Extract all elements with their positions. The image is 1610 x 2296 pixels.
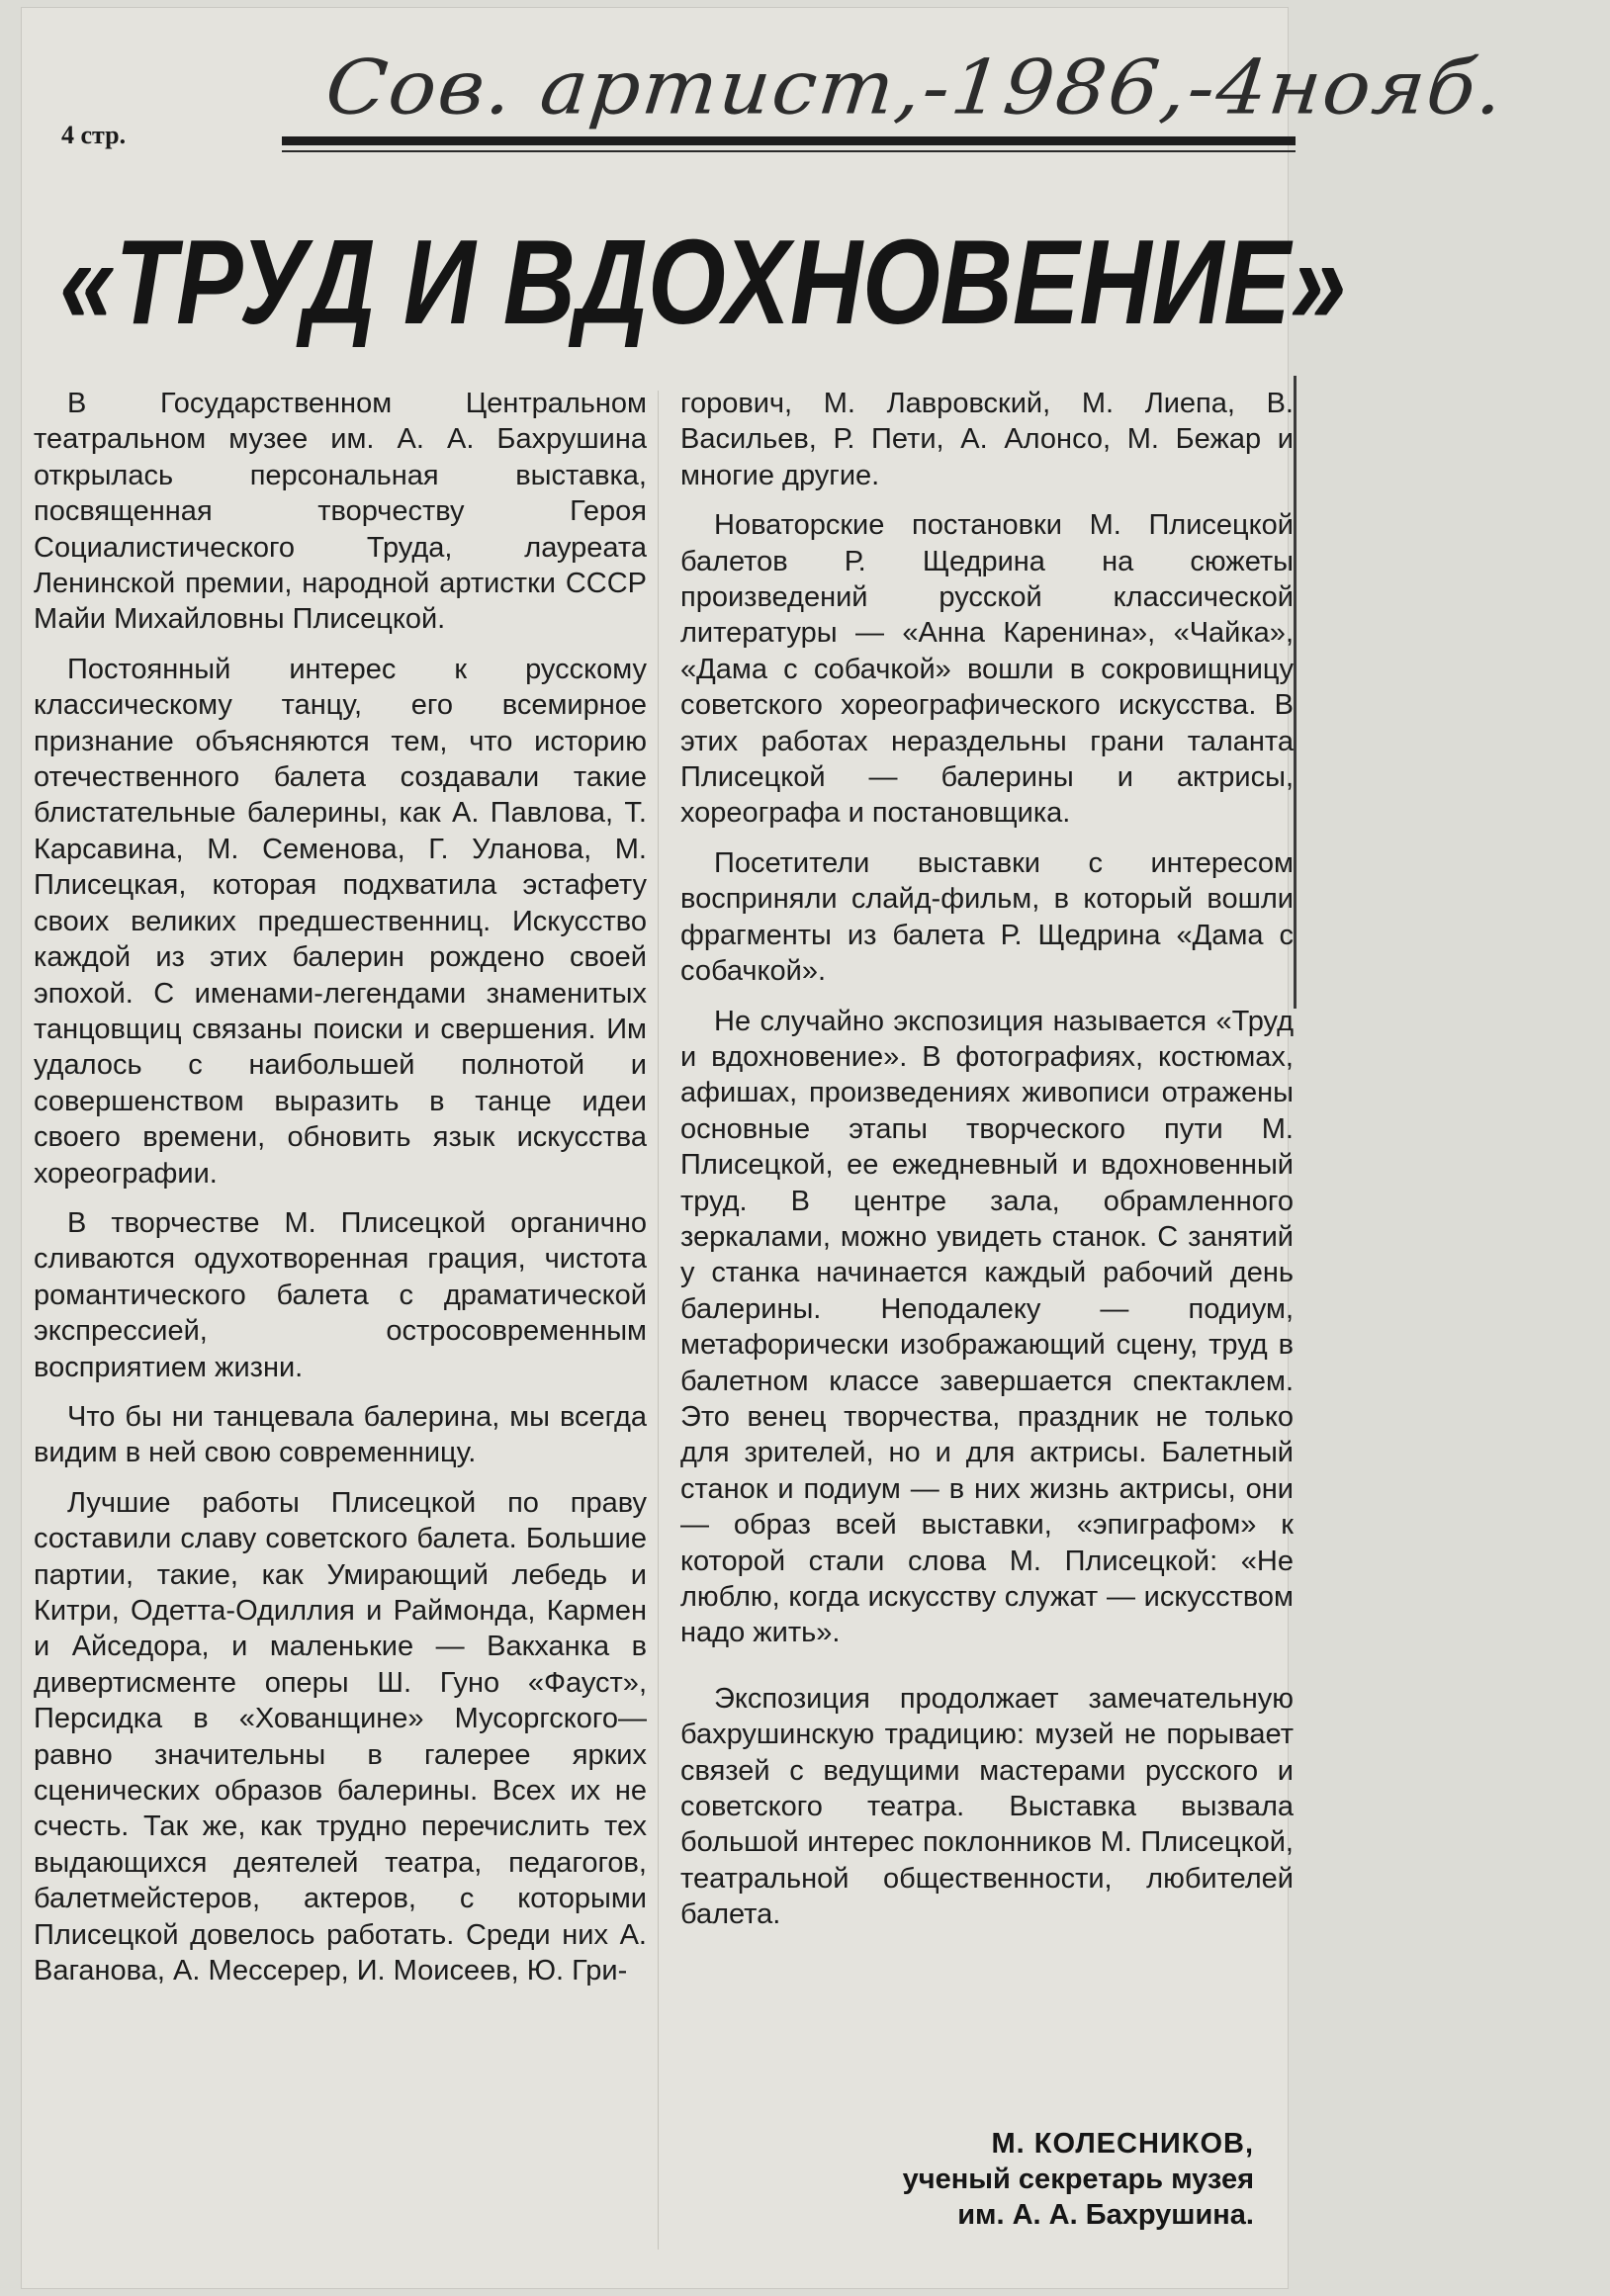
paragraph-continuation: горович, М. Лавровский, М. Лиепа, В. Васильев, Р. Пети, А. Алонсо, М. Бежар и многие другие. xyxy=(680,388,1294,491)
left-column xyxy=(34,386,647,2002)
header-rule-thick xyxy=(282,136,1296,145)
author-name: М. КОЛЕСНИКОВ, xyxy=(991,2128,1254,2160)
page-number: 4 стр. xyxy=(61,121,127,149)
author-role: ученый секретарь музея xyxy=(902,2164,1254,2195)
author-institution: им. А. А. Бахрушина. xyxy=(957,2199,1254,2231)
paragraph: Посетители выставки с интересом восприняли слайд-фильм, в который вошли фрагменты из балета Р. Щедрина «Дама с собачкой». xyxy=(680,846,1294,988)
author-signature xyxy=(680,2126,1254,2233)
scan-edge-mark xyxy=(1294,376,1297,1009)
header-rule-thin xyxy=(282,150,1296,152)
article-headline: «ТРУД И ВДОХНОВЕНИЕ» xyxy=(59,215,1347,349)
paragraph: Лучшие работы Плисецкой по праву составили славу советского балета. Большие партии, такие, как Умирающий лебедь и Китри, Одетта-Одиллия и Раймонда, Кармен и Айседора, и маленькие — Вакханка в дивертисменте оперы Ш. Гуно «Фауст», Персидка в «Хованщине» Мусоргского—равно значительны в галерее ярких сценических образов балерины. Всех их не счесть. Так же, как трудно перечислить тех выдающихся деятелей театра, педагогов, балетмейстеров, актеров, с которыми Плисецкой довелось работать. Среди них А. Ваганова, А. Мессерер, И. Моисеев, Ю. Гри- xyxy=(34,1486,647,1987)
paragraph: Экспозиция продолжает замечательную бахрушинскую традицию: музей не порывает связей с ведущими мастерами русского и советского театра. Выставка вызвала большой интерес поклонников М. Плисецкой, театральной общественности, любителей балета. xyxy=(680,1682,1294,1931)
handwritten-source-note: Сов. артист,-1986,-4нояб. xyxy=(321,44,1509,132)
paragraph: В творчестве М. Плисецкой органично сливаются одухотворенная грация, чистота романтического балета с драматической экспрессией, остросовременным восприятием жизни. xyxy=(34,1206,647,1383)
paragraph: Что бы ни танцевала балерина, мы всегда видим в ней свою современницу. xyxy=(34,1400,647,1469)
right-column xyxy=(680,386,1294,1947)
paragraph: Постоянный интерес к русскому классическому танцу, его всемирное признание объясняются тем, что историю отечественного балета создавали такие блистательные балерины, как А. Павлова, Т. Карсавина, М. Семенова, Г. Уланова, М. Плисецкая, которая подхватила эстафету своих великих предшественниц. Искусство каждой из этих балерин рождено своей эпохой. С именами-легендами знаменитых танцовщиц связаны поиски и свершения. Им удалось с наибольшей полнотой и совершенством выразить в танце идеи своего времени, обновить язык искусства хореографии. xyxy=(34,653,647,1190)
paragraph: Не случайно экспозиция называется «Труд и вдохновение». В фотографиях, костюмах, афишах, произведениях живописи отражены основные этапы творческого пути М. Плисецкой, ее ежедневный и вдохновенный труд. В центре зала, обрамленного зеркалами, можно увидеть станок. С занятий у станка начинается каждый рабочий день балерины. Неподалеку — подиум, метафорически изображающий сцену, труд в балетном классе завершается спектаклем. Это венец творчества, праздник не только для зрителей, но и для актрисы. Балетный станок и подиум — в них жизнь актрисы, они — образ всей выставки, «эпиграфом» к которой стали слова М. Плисецкой: «Не люблю, когда искусству служат — искусством надо жить». xyxy=(680,1005,1294,1649)
paragraph: Новаторские постановки М. Плисецкой балетов Р. Щедрина на сюжеты произведений русской классической литературы — «Анна Каренина», «Чайка», «Дама с собачкой» вошли в сокровищницу советского хореографического искусства. В этих работах нераздельны грани таланта Плисецкой — балерины и актрисы, хореографа и постановщика. xyxy=(680,509,1294,830)
column-divider xyxy=(658,391,659,2250)
paragraph: В Государственном Центральном театральном музее им. А. А. Бахрушина открылась персональная выставка, посвященная творчеству Героя Социалистического Труда, лауреата Ленинской премии, народной артистки СССР Майи Михайловны Плисецкой. xyxy=(34,388,647,636)
